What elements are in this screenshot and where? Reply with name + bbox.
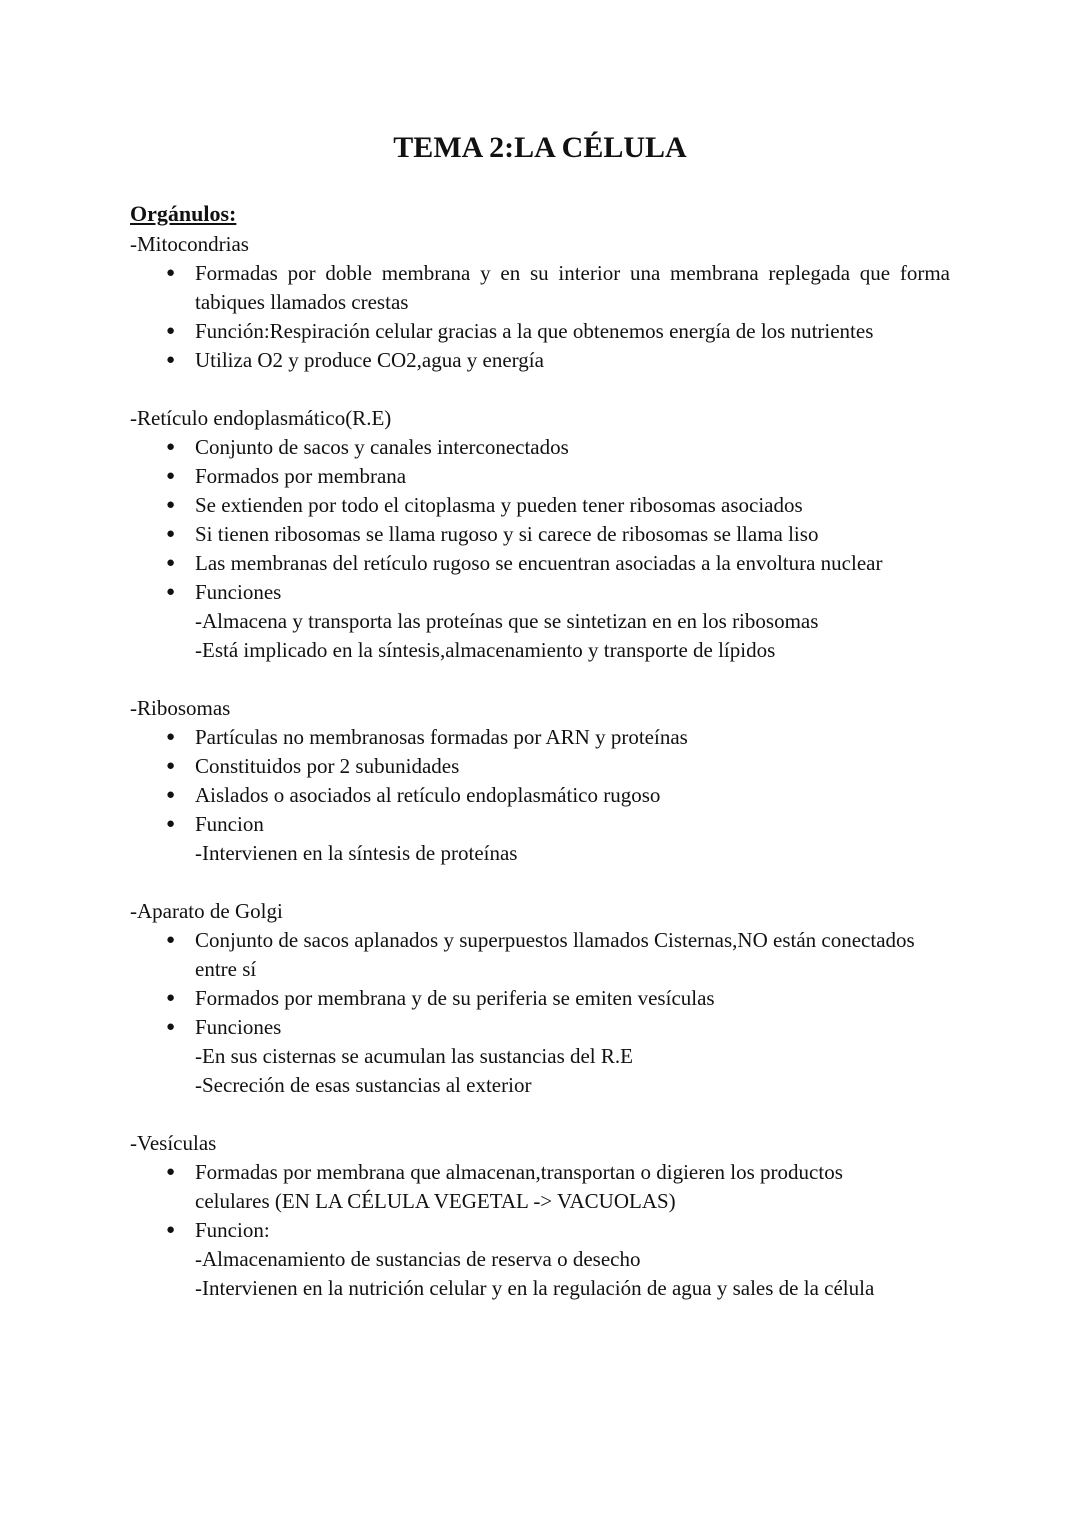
bullet-icon: ● [166, 1164, 176, 1180]
list-item [130, 1216, 950, 1303]
bullet-text: Conjunto de sacos y canales interconectados [195, 435, 569, 459]
bullet-text: Utiliza O2 y produce CO2,agua y energía [195, 348, 544, 372]
sub-item: -Intervienen en la síntesis de proteínas [195, 841, 518, 865]
section-aparato-de-golgi [130, 897, 950, 1100]
bullet-list [130, 926, 950, 1100]
list-item [130, 723, 950, 752]
bullet-text: Si tienen ribosomas se llama rugoso y si carece de ribosomas se llama liso [195, 522, 819, 546]
bullet-icon: ● [166, 497, 176, 513]
list-item [130, 259, 950, 317]
list-item [130, 1158, 950, 1216]
list-item [130, 810, 950, 868]
bullet-text: Conjunto de sacos aplanados y superpuestos llamados Cisternas,NO están conectados entre sí [195, 928, 915, 981]
bullet-text: Formadas por doble membrana y en su interior una membrana replegada que forma tabiques llamados crestas [195, 261, 950, 314]
list-item [130, 984, 950, 1013]
bullet-text: Formados por membrana [195, 464, 407, 488]
list-item [130, 549, 950, 578]
bullet-icon: ● [166, 729, 176, 745]
bullet-icon: ● [166, 787, 176, 803]
section-ribosomas [130, 694, 950, 868]
bullet-text: Funcion [195, 812, 264, 836]
list-item [130, 1013, 950, 1100]
bullet-icon: ● [166, 1222, 176, 1238]
bullet-text: Funciones [195, 580, 282, 604]
sub-item: -Almacena y transporta las proteínas que se sintetizan en en los ribosomas [195, 609, 819, 633]
list-item [130, 520, 950, 549]
section-vesiculas [130, 1129, 950, 1303]
section-title: -Ribosomas [130, 696, 231, 720]
bullet-icon: ● [166, 439, 176, 455]
bullet-text: Las membranas del retículo rugoso se encuentran asociadas a la envoltura nuclear [195, 551, 883, 575]
sub-item: -Almacenamiento de sustancias de reserva o desecho [195, 1247, 641, 1271]
list-item [130, 578, 950, 665]
bullet-icon: ● [166, 468, 176, 484]
list-item [130, 491, 950, 520]
bullet-icon: ● [166, 1019, 176, 1035]
document-content [130, 198, 950, 1332]
bullet-list [130, 723, 950, 868]
section-title: -Aparato de Golgi [130, 899, 283, 923]
section-reticulo-endoplasmatico [130, 404, 950, 665]
bullet-text: Partículas no membranosas formadas por ARN y proteínas [195, 725, 688, 749]
bullet-text: Función:Respiración celular gracias a la que obtenemos energía de los nutrientes [195, 319, 874, 343]
sub-item: -Está implicado en la síntesis,almacenamiento y transporte de lípidos [195, 638, 776, 662]
section-title: -Mitocondrias [130, 232, 249, 256]
list-item [130, 781, 950, 810]
bullet-text: Formadas por membrana que almacenan,transportan o digieren los productos celulares (EN LA CÉLULA VEGETAL -> VACUOLAS) [195, 1160, 843, 1213]
page-title: TEMA 2:LA CÉLULA [393, 131, 687, 164]
bullet-icon: ● [166, 352, 176, 368]
bullet-text: Aislados o asociados al retículo endoplasmático rugoso [195, 783, 661, 807]
bullet-icon: ● [166, 555, 176, 571]
sub-item: -Secreción de esas sustancias al exterior [195, 1073, 532, 1097]
sub-item: -En sus cisternas se acumulan las sustancias del R.E [195, 1044, 633, 1068]
bullet-icon: ● [166, 323, 176, 339]
list-item [130, 752, 950, 781]
bullet-text: Formados por membrana y de su periferia se emiten vesículas [195, 986, 715, 1010]
section-mitocondrias [130, 230, 950, 375]
list-item [130, 346, 950, 375]
bullet-icon: ● [166, 526, 176, 542]
section-title: -Vesículas [130, 1131, 217, 1155]
bullet-icon: ● [166, 584, 176, 600]
section-title: -Retículo endoplasmático(R.E) [130, 406, 392, 430]
bullet-icon: ● [166, 265, 176, 281]
list-item [130, 462, 950, 491]
bullet-list [130, 259, 950, 375]
bullet-text: Se extienden por todo el citoplasma y pueden tener ribosomas asociados [195, 493, 803, 517]
bullet-icon: ● [166, 932, 176, 948]
list-item [130, 926, 950, 984]
sub-item: -Intervienen en la nutrición celular y en la regulación de agua y sales de la célula [195, 1276, 875, 1300]
bullet-text: Funciones [195, 1015, 282, 1039]
section-heading: Orgánulos: [130, 201, 237, 226]
list-item [130, 433, 950, 462]
bullet-icon: ● [166, 816, 176, 832]
bullet-list [130, 433, 950, 665]
bullet-text: Constituidos por 2 subunidades [195, 754, 460, 778]
list-item [130, 317, 950, 346]
bullet-text: Funcion: [195, 1218, 270, 1242]
bullet-icon: ● [166, 758, 176, 774]
bullet-icon: ● [166, 990, 176, 1006]
bullet-list [130, 1158, 950, 1303]
